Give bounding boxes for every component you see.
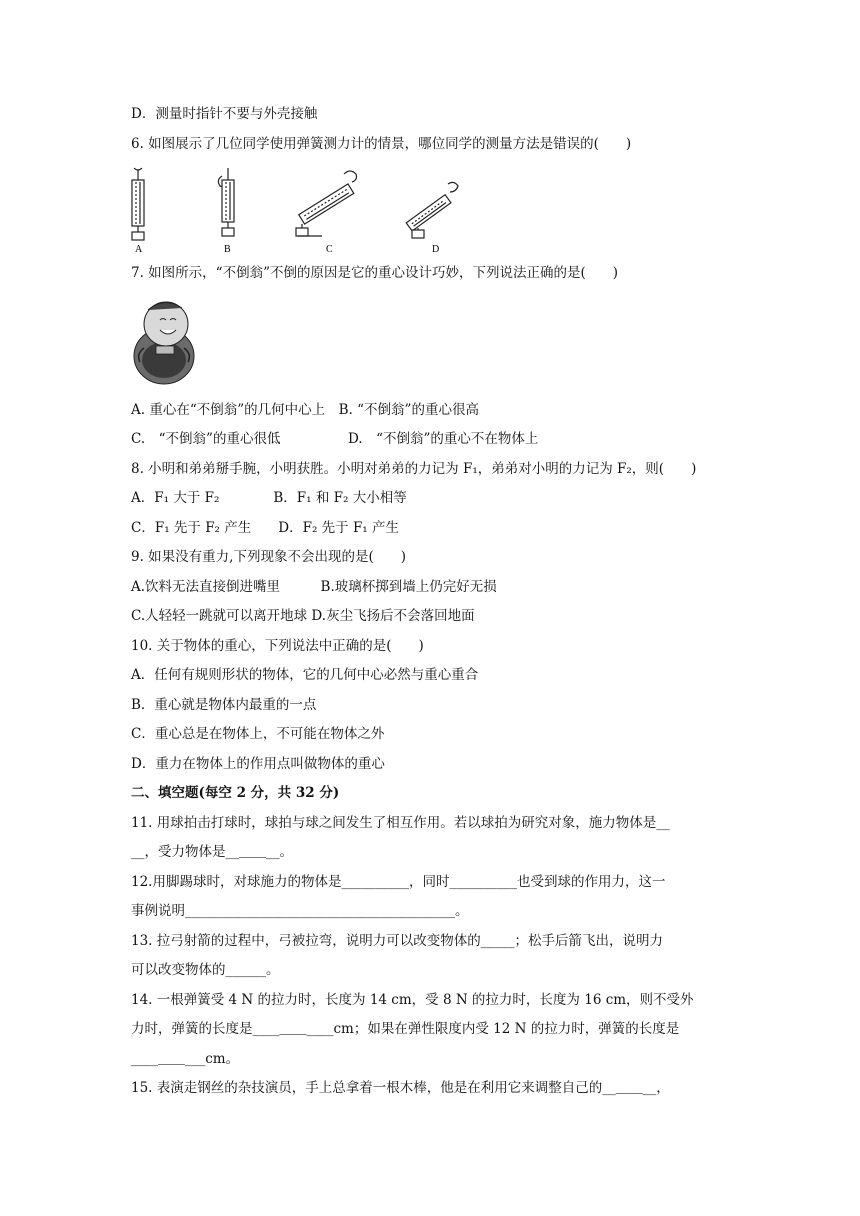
q6-spring-scale-figure xyxy=(126,166,466,258)
q14-line1: 14. 一根弹簧受 4 N 的拉力时，长度为 14 cm，受 8 N 的拉力时，长度为 16 cm，则不受外 xyxy=(131,992,694,1008)
q14-line2: 力时，弹簧的长度是____＿＿____cm；如果在弹性限度内受 12 N 的拉力时，弹簧的长度是 xyxy=(131,1021,680,1037)
q10-option-d: D．重力在物体上的作用点叫做物体的重心 xyxy=(131,756,385,772)
q11-line2: __，受力物体是__＿＿__。 xyxy=(131,844,293,860)
q13-line2: 可以改变物体的______。 xyxy=(131,962,280,978)
tumbler-doll-icon xyxy=(130,296,200,386)
q6-stem: 6. 如图展示了几位同学使用弹簧测力计的情景，哪位同学的测量方法是错误的( ) xyxy=(131,136,632,152)
q7-stem: 7. 如图所示，“不倒翁”不倒的原因是它的重心设计巧妙，下列说法正确的是( ) xyxy=(131,265,619,281)
q10-option-b: B．重心就是物体内最重的一点 xyxy=(131,697,317,713)
q7-options-row2: C. “不倒翁”的重心很低 D. “不倒翁”的重心不在物体上 xyxy=(131,431,539,447)
q14-line3: ____＿＿___cm。 xyxy=(131,1051,240,1067)
scale-label-b: B xyxy=(224,244,231,255)
q12-line1: 12.用脚踢球时，对球施力的物体是__________，同时__________也受到球的作用力，这一 xyxy=(131,874,666,890)
scale-b-icon xyxy=(218,168,234,236)
scale-d-icon xyxy=(406,182,458,238)
q8-options-row2: C．F₁ 先于 F₂ 产生 D．F₂ 先于 F₁ 产生 xyxy=(131,520,400,536)
spring-scale-illustration xyxy=(126,166,466,258)
q7-options-row1: A. 重心在“不倒翁”的几何中心上 B. “不倒翁”的重心很高 xyxy=(131,402,479,418)
q9-options-row2: C.人轻轻一跳就可以离开地球 D.灰尘飞扬后不会落回地面 xyxy=(131,608,475,624)
scale-label-c: C xyxy=(326,244,333,255)
scale-c-icon xyxy=(296,171,357,236)
q10-option-a: A．任何有规则形状的物体，它的几何中心必然与重心重合 xyxy=(131,667,479,683)
q9-stem: 9. 如果没有重力,下列现象不会出现的是( ) xyxy=(131,549,406,565)
q7-tumbler-figure xyxy=(130,296,200,386)
q10-option-c: C．重心总是在物体上，不可能在物体之外 xyxy=(131,726,385,742)
q10-stem: 10. 关于物体的重心，下列说法中正确的是( ) xyxy=(131,638,424,654)
q13-line1: 13. 拉弓射箭的过程中，弓被拉弯，说明力可以改变物体的_____；松手后箭飞出，说明力 xyxy=(131,933,664,949)
scale-label-d: D xyxy=(432,244,440,255)
scale-label-a: A xyxy=(135,244,143,255)
q12-line2: 事例说明________________________________________。 xyxy=(131,903,469,919)
q9-options-row1: A.饮料无法直接倒进嘴里 B.玻璃杯掷到墙上仍完好无损 xyxy=(131,579,497,595)
section-title: 二、填空题(每空 2 分，共 32 分) xyxy=(131,785,340,801)
q15-line1: 15. 表演走钢丝的杂技演员，手上总拿着一根木棒，他是在利用它来调整自己的__＿＿__， xyxy=(131,1080,670,1096)
scale-a-icon xyxy=(132,168,144,240)
q8-options-row1: A．F₁ 大于 F₂ B．F₁ 和 F₂ 大小相等 xyxy=(131,490,407,506)
q5-option-d: D．测量时指针不要与外壳接触 xyxy=(131,106,318,122)
q11-line1: 11. 用球拍击打球时，球拍与球之间发生了相互作用。若以球拍为研究对象，施力物体是__ xyxy=(131,815,670,831)
q8-stem: 8. 小明和弟弟掰手腕，小明获胜。小明对弟弟的力记为 F₁，弟弟对小明的力记为 F₂，则( ) xyxy=(131,461,697,477)
